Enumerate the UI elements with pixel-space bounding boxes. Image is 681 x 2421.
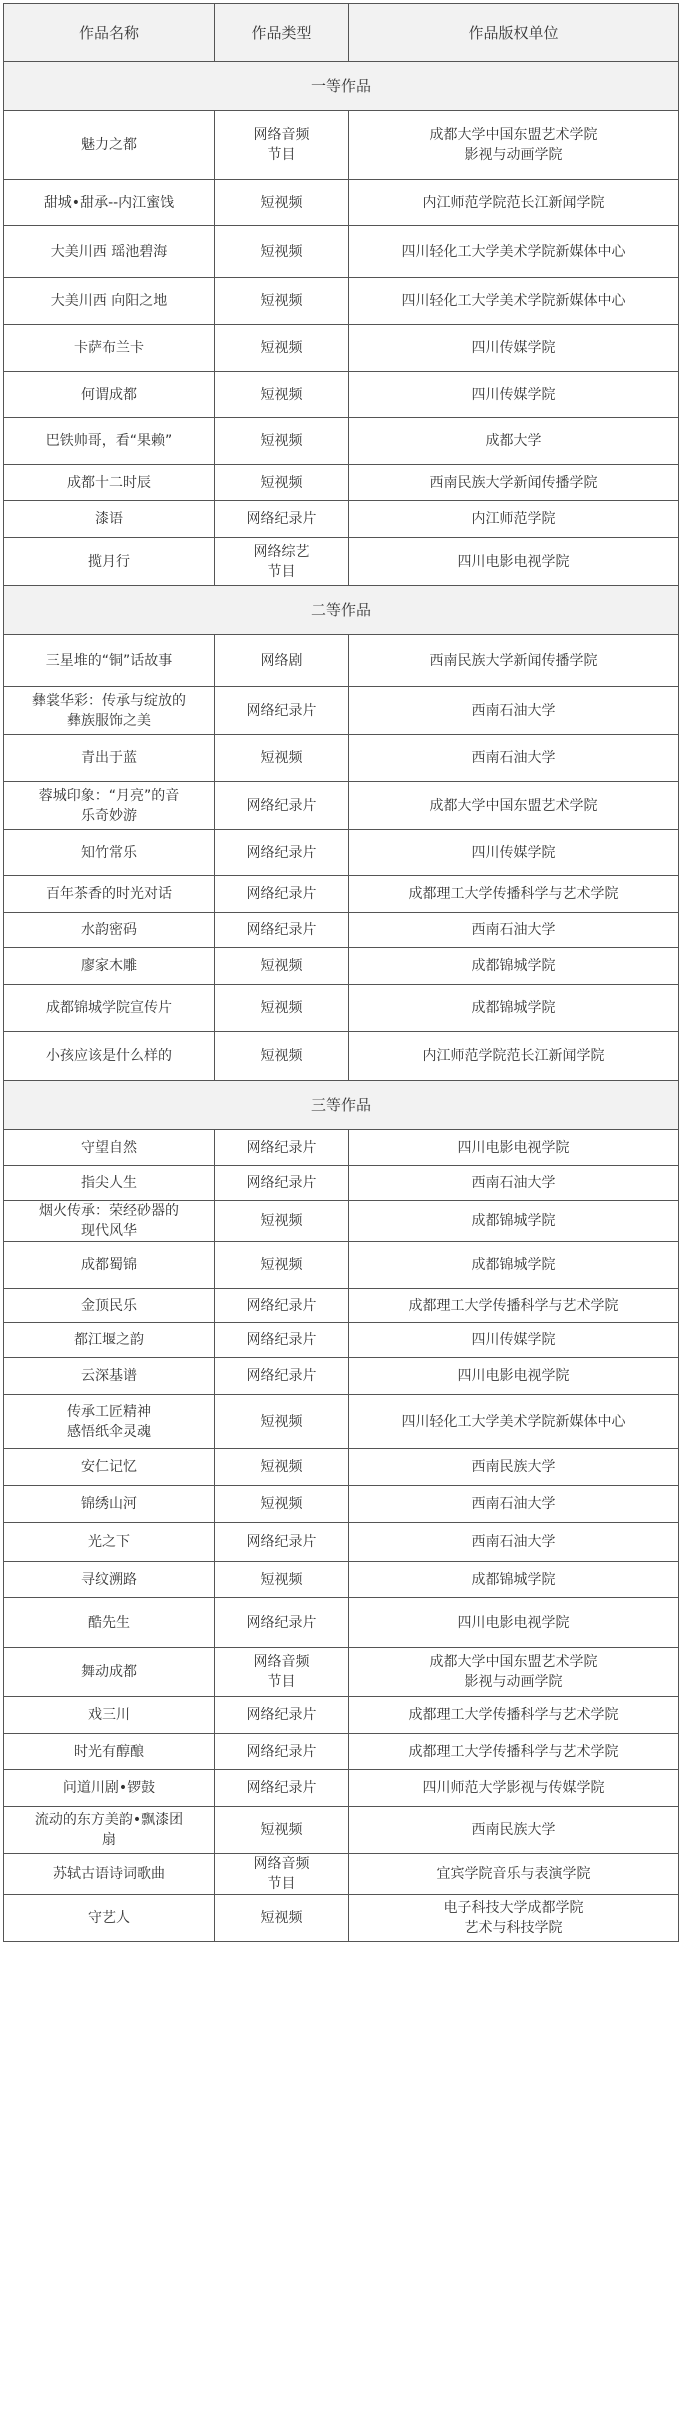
- copyright-unit-cell: 西南石油大学: [349, 687, 679, 735]
- work-name-cell: 酷先生: [4, 1598, 215, 1648]
- table-row: [4, 1201, 679, 1242]
- work-name-cell: 蓉城印象：“月亮”的音 乐奇妙游: [4, 782, 215, 830]
- header-unit: 作品版权单位: [349, 4, 679, 62]
- work-type-cell: 网络音频 节目: [215, 1648, 349, 1697]
- copyright-unit-cell: 成都理工大学传播科学与艺术学院: [349, 876, 679, 913]
- table-row: [4, 1807, 679, 1854]
- work-type-cell: 网络纪录片: [215, 1734, 349, 1770]
- work-type-cell: 网络纪录片: [215, 876, 349, 913]
- section-row-third-prize: [4, 1081, 679, 1130]
- work-name-cell: 指尖人生: [4, 1166, 215, 1201]
- work-type-cell: 短视频: [215, 418, 349, 465]
- work-type-cell: 短视频: [215, 1395, 349, 1449]
- work-type-cell: 网络纪录片: [215, 1130, 349, 1166]
- work-type-cell: 短视频: [215, 1201, 349, 1242]
- table-row: [4, 1854, 679, 1895]
- award-list-table: [3, 3, 679, 1942]
- work-type-cell: 网络纪录片: [215, 1358, 349, 1395]
- table-row: [4, 876, 679, 913]
- work-name-cell: 烟火传承：荣经砂器的 现代风华: [4, 1201, 215, 1242]
- work-name-cell: 时光有醇酿: [4, 1734, 215, 1770]
- header-type: 作品类型: [215, 4, 349, 62]
- work-type-cell: 短视频: [215, 985, 349, 1032]
- work-name-cell: 大美川西 向阳之地: [4, 278, 215, 325]
- table-row: [4, 538, 679, 586]
- table-row: [4, 226, 679, 278]
- table-row: [4, 735, 679, 782]
- work-type-cell: 网络纪录片: [215, 1598, 349, 1648]
- copyright-unit-cell: 成都大学中国东盟艺术学院 影视与动画学院: [349, 1648, 679, 1697]
- copyright-unit-cell: 西南石油大学: [349, 735, 679, 782]
- work-name-cell: 金顶民乐: [4, 1289, 215, 1323]
- work-name-cell: 百年茶香的时光对话: [4, 876, 215, 913]
- copyright-unit-cell: 四川师范大学影视与传媒学院: [349, 1770, 679, 1807]
- table-row: [4, 1449, 679, 1486]
- table-row: [4, 687, 679, 735]
- copyright-unit-cell: 四川轻化工大学美术学院新媒体中心: [349, 278, 679, 325]
- work-type-cell: 网络纪录片: [215, 1770, 349, 1807]
- copyright-unit-cell: 西南民族大学新闻传播学院: [349, 635, 679, 687]
- work-type-cell: 短视频: [215, 1486, 349, 1523]
- copyright-unit-cell: 内江师范学院范长江新闻学院: [349, 180, 679, 226]
- section-title: 三等作品: [4, 1081, 679, 1130]
- table-row: [4, 1323, 679, 1358]
- copyright-unit-cell: 四川传媒学院: [349, 325, 679, 372]
- work-type-cell: 网络纪录片: [215, 1523, 349, 1562]
- work-type-cell: 网络纪录片: [215, 1166, 349, 1201]
- table-row: [4, 180, 679, 226]
- work-name-cell: 守艺人: [4, 1895, 215, 1942]
- work-name-cell: 守望自然: [4, 1130, 215, 1166]
- copyright-unit-cell: 成都大学: [349, 418, 679, 465]
- work-type-cell: 网络音频 节目: [215, 111, 349, 180]
- work-type-cell: 网络音频 节目: [215, 1854, 349, 1895]
- copyright-unit-cell: 成都理工大学传播科学与艺术学院: [349, 1734, 679, 1770]
- copyright-unit-cell: 成都大学中国东盟艺术学院: [349, 782, 679, 830]
- table-header-row: [4, 4, 679, 62]
- table-row: [4, 1486, 679, 1523]
- work-name-cell: 云深基谱: [4, 1358, 215, 1395]
- copyright-unit-cell: 西南石油大学: [349, 1166, 679, 1201]
- section-row-first-prize: [4, 62, 679, 111]
- work-type-cell: 网络纪录片: [215, 1289, 349, 1323]
- work-name-cell: 成都蜀锦: [4, 1242, 215, 1289]
- table-row: [4, 111, 679, 180]
- work-type-cell: 短视频: [215, 948, 349, 985]
- table-row: [4, 501, 679, 538]
- work-name-cell: 问道川剧•锣鼓: [4, 1770, 215, 1807]
- copyright-unit-cell: 成都大学中国东盟艺术学院 影视与动画学院: [349, 111, 679, 180]
- table-row: [4, 418, 679, 465]
- work-name-cell: 戏三川: [4, 1697, 215, 1734]
- work-name-cell: 成都锦城学院宣传片: [4, 985, 215, 1032]
- work-name-cell: 何谓成都: [4, 372, 215, 418]
- work-name-cell: 小孩应该是什么样的: [4, 1032, 215, 1081]
- section-title: 二等作品: [4, 586, 679, 635]
- copyright-unit-cell: 西南石油大学: [349, 1523, 679, 1562]
- copyright-unit-cell: 成都理工大学传播科学与艺术学院: [349, 1697, 679, 1734]
- table-row: [4, 372, 679, 418]
- work-name-cell: 安仁记忆: [4, 1449, 215, 1486]
- copyright-unit-cell: 西南石油大学: [349, 913, 679, 948]
- copyright-unit-cell: 四川传媒学院: [349, 830, 679, 876]
- table-row: [4, 1648, 679, 1697]
- work-type-cell: 短视频: [215, 1895, 349, 1942]
- work-type-cell: 网络纪录片: [215, 687, 349, 735]
- table-row: [4, 830, 679, 876]
- copyright-unit-cell: 电子科技大学成都学院 艺术与科技学院: [349, 1895, 679, 1942]
- work-type-cell: 短视频: [215, 226, 349, 278]
- table-row: [4, 1598, 679, 1648]
- header-name: 作品名称: [4, 4, 215, 62]
- table-row: [4, 948, 679, 985]
- copyright-unit-cell: 西南民族大学: [349, 1449, 679, 1486]
- work-name-cell: 甜城•甜承--内江蜜饯: [4, 180, 215, 226]
- table-row: [4, 1166, 679, 1201]
- copyright-unit-cell: 西南民族大学: [349, 1807, 679, 1854]
- table-row: [4, 913, 679, 948]
- copyright-unit-cell: 成都锦城学院: [349, 1242, 679, 1289]
- work-name-cell: 苏轼古语诗词歌曲: [4, 1854, 215, 1895]
- section-title: 一等作品: [4, 62, 679, 111]
- copyright-unit-cell: 四川电影电视学院: [349, 538, 679, 586]
- work-name-cell: 成都十二时辰: [4, 465, 215, 501]
- work-type-cell: 网络纪录片: [215, 501, 349, 538]
- table-row: [4, 635, 679, 687]
- copyright-unit-cell: 成都锦城学院: [349, 1562, 679, 1598]
- copyright-unit-cell: 成都锦城学院: [349, 985, 679, 1032]
- table-row: [4, 1734, 679, 1770]
- copyright-unit-cell: 宜宾学院音乐与表演学院: [349, 1854, 679, 1895]
- work-type-cell: 短视频: [215, 1562, 349, 1598]
- table-row: [4, 1895, 679, 1942]
- copyright-unit-cell: 成都锦城学院: [349, 1201, 679, 1242]
- copyright-unit-cell: 四川电影电视学院: [349, 1598, 679, 1648]
- work-name-cell: 漆语: [4, 501, 215, 538]
- work-name-cell: 传承工匠精神 感悟纸伞灵魂: [4, 1395, 215, 1449]
- work-type-cell: 网络纪录片: [215, 1323, 349, 1358]
- copyright-unit-cell: 内江师范学院: [349, 501, 679, 538]
- table-row: [4, 985, 679, 1032]
- work-type-cell: 网络纪录片: [215, 913, 349, 948]
- copyright-unit-cell: 成都锦城学院: [349, 948, 679, 985]
- work-type-cell: 网络剧: [215, 635, 349, 687]
- table-row: [4, 1562, 679, 1598]
- work-type-cell: 短视频: [215, 1449, 349, 1486]
- work-name-cell: 巴铁帅哥，看“果赖”: [4, 418, 215, 465]
- work-name-cell: 水韵密码: [4, 913, 215, 948]
- table-row: [4, 1130, 679, 1166]
- work-name-cell: 锦绣山河: [4, 1486, 215, 1523]
- table-row: [4, 1358, 679, 1395]
- copyright-unit-cell: 四川传媒学院: [349, 1323, 679, 1358]
- table-row: [4, 1242, 679, 1289]
- work-name-cell: 流动的东方美韵•飘漆团 扇: [4, 1807, 215, 1854]
- copyright-unit-cell: 四川轻化工大学美术学院新媒体中心: [349, 1395, 679, 1449]
- work-name-cell: 揽月行: [4, 538, 215, 586]
- copyright-unit-cell: 成都理工大学传播科学与艺术学院: [349, 1289, 679, 1323]
- work-type-cell: 短视频: [215, 1242, 349, 1289]
- copyright-unit-cell: 西南民族大学新闻传播学院: [349, 465, 679, 501]
- work-type-cell: 短视频: [215, 465, 349, 501]
- work-name-cell: 青出于蓝: [4, 735, 215, 782]
- work-type-cell: 短视频: [215, 1807, 349, 1854]
- work-type-cell: 短视频: [215, 278, 349, 325]
- table-row: [4, 1032, 679, 1081]
- work-type-cell: 网络综艺 节目: [215, 538, 349, 586]
- work-type-cell: 短视频: [215, 325, 349, 372]
- work-name-cell: 三星堆的“铜”话故事: [4, 635, 215, 687]
- work-type-cell: 短视频: [215, 180, 349, 226]
- work-name-cell: 魅力之都: [4, 111, 215, 180]
- table-row: [4, 325, 679, 372]
- work-type-cell: 短视频: [215, 372, 349, 418]
- work-name-cell: 彝裳华彩：传承与绽放的 彝族服饰之美: [4, 687, 215, 735]
- table-row: [4, 1523, 679, 1562]
- table-row: [4, 1289, 679, 1323]
- work-name-cell: 大美川西 瑶池碧海: [4, 226, 215, 278]
- copyright-unit-cell: 四川轻化工大学美术学院新媒体中心: [349, 226, 679, 278]
- copyright-unit-cell: 西南石油大学: [349, 1486, 679, 1523]
- table-row: [4, 1697, 679, 1734]
- work-name-cell: 卡萨布兰卡: [4, 325, 215, 372]
- copyright-unit-cell: 四川传媒学院: [349, 372, 679, 418]
- work-name-cell: 光之下: [4, 1523, 215, 1562]
- table-row: [4, 1395, 679, 1449]
- table-row: [4, 782, 679, 830]
- work-name-cell: 寻纹溯路: [4, 1562, 215, 1598]
- work-name-cell: 廖家木雕: [4, 948, 215, 985]
- work-name-cell: 舞动成都: [4, 1648, 215, 1697]
- work-type-cell: 短视频: [215, 735, 349, 782]
- work-type-cell: 网络纪录片: [215, 1697, 349, 1734]
- table-row: [4, 1770, 679, 1807]
- section-row-second-prize: [4, 586, 679, 635]
- copyright-unit-cell: 四川电影电视学院: [349, 1358, 679, 1395]
- work-name-cell: 都江堰之韵: [4, 1323, 215, 1358]
- table-row: [4, 278, 679, 325]
- work-type-cell: 短视频: [215, 1032, 349, 1081]
- table-row: [4, 465, 679, 501]
- work-name-cell: 知竹常乐: [4, 830, 215, 876]
- work-type-cell: 网络纪录片: [215, 782, 349, 830]
- work-type-cell: 网络纪录片: [215, 830, 349, 876]
- copyright-unit-cell: 四川电影电视学院: [349, 1130, 679, 1166]
- copyright-unit-cell: 内江师范学院范长江新闻学院: [349, 1032, 679, 1081]
